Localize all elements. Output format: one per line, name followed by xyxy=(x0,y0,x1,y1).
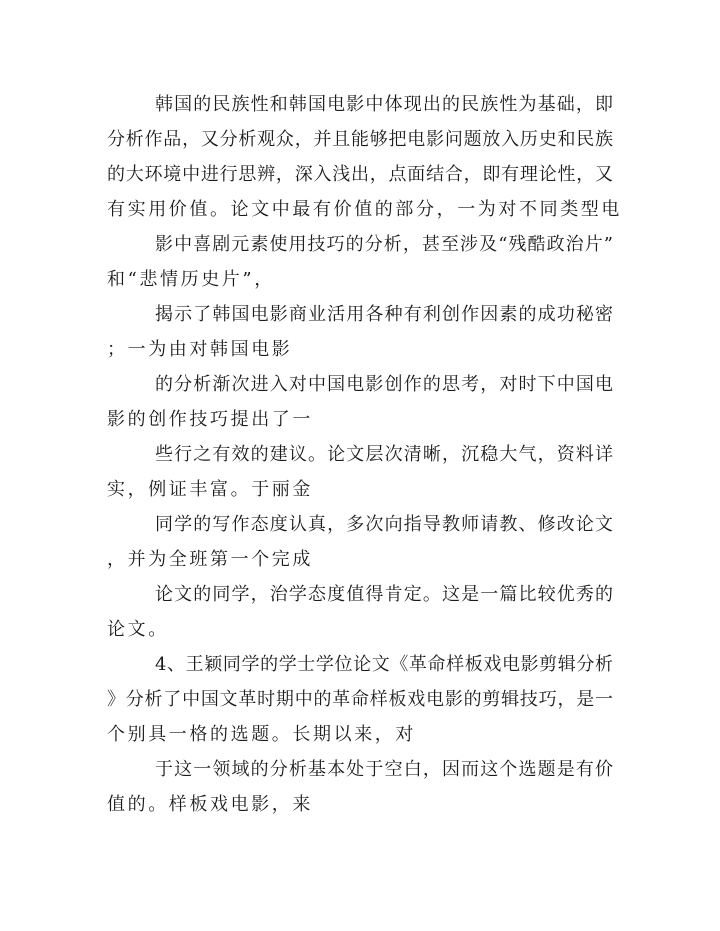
text-line: 的大环境中进行思辨，深入浅出，点面结合，即有理论性，又 xyxy=(107,164,613,185)
text-line: 于这一领域的分析基本处于空白，因而这个选题是有价 xyxy=(155,759,613,780)
body-text xyxy=(107,87,622,822)
text-line: 些行之有效的建议。论文层次清晰，沉稳大气，资料详 xyxy=(155,444,613,465)
text-line: ，并为全班第一个完成 xyxy=(107,549,313,570)
text-line: 论文。 xyxy=(107,619,169,640)
text-line: 和“悲情历史片”， xyxy=(107,269,275,290)
text-line: 韩国的民族性和韩国电影中体现出的民族性为基础，即 xyxy=(155,94,613,115)
text-line: 论文的同学，治学态度值得肯定。这是一篇比较优秀的 xyxy=(155,584,613,605)
text-line: 的分析渐次进入对中国电影创作的思考，对时下中国电 xyxy=(155,374,613,395)
text-line: 揭示了韩国电影商业活用各种有利创作因素的成功秘密 xyxy=(155,304,613,325)
text-line: 有实用价值。论文中最有价值的部分，一为对不同类型电 xyxy=(107,199,622,220)
text-line: 个别具一格的选题。长期以来，对 xyxy=(107,724,416,745)
text-line: 实，例证丰富。于丽金 xyxy=(107,479,313,500)
text-line: ；一为由对韩国电影 xyxy=(107,339,293,360)
text-line: 影的创作技巧提出了一 xyxy=(107,409,313,430)
text-line: 分析作品，又分析观众，并且能够把电影问题放入历史和民族 xyxy=(107,129,613,150)
text-line: 值的。样板戏电影，来 xyxy=(107,794,313,815)
text-line: 》分析了中国文革时期中的革命样板戏电影的剪辑技巧，是一 xyxy=(107,689,613,710)
text-line: 影中喜剧元素使用技巧的分析，甚至涉及“残酷政治片” xyxy=(155,234,613,255)
text-line: 4、王颖同学的学士学位论文《革命样板戏电影剪辑分析 xyxy=(155,654,613,675)
text-line: 同学的写作态度认真，多次向指导教师请教、修改论文 xyxy=(155,514,613,535)
